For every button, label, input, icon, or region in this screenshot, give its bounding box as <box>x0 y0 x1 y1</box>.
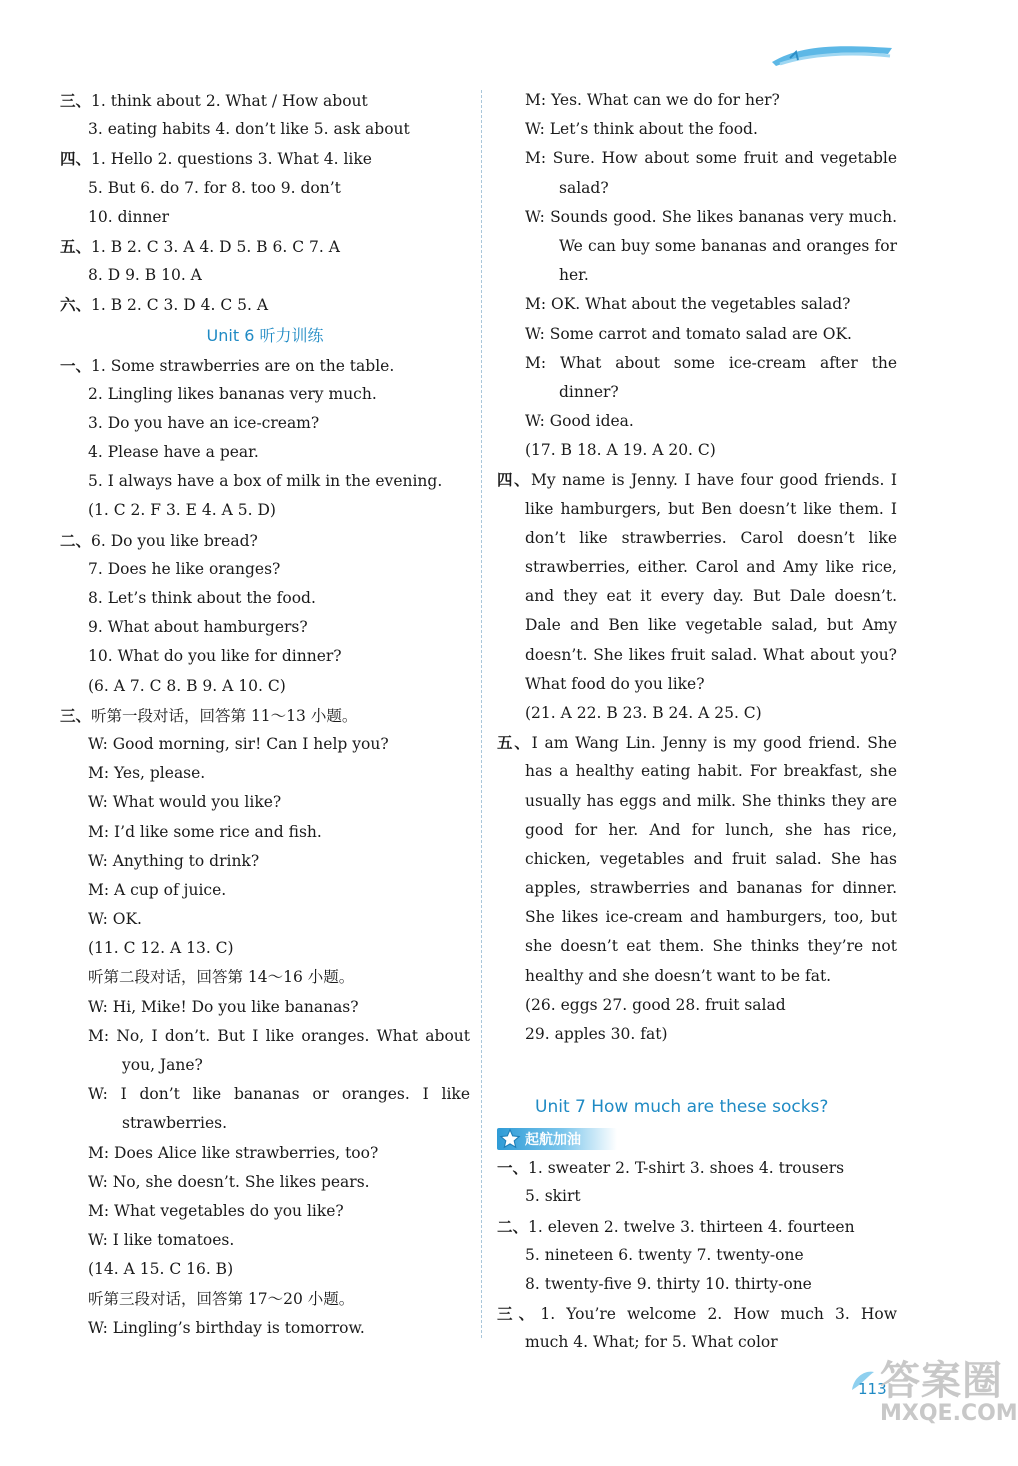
line-text: 1. You’re welcome 2. How much 3. How <box>540 1305 897 1324</box>
line-text: W: I don’t like bananas or oranges. I like <box>88 1085 470 1104</box>
answer-line <box>60 1285 470 1314</box>
answer-line <box>60 496 470 525</box>
answer-line <box>497 495 897 524</box>
line-text: 1. Some strawberries are on the table. <box>91 356 395 375</box>
left-column <box>60 86 470 1343</box>
right-column <box>497 86 897 1358</box>
answer-line <box>497 757 897 786</box>
line-text: you, Jane? <box>122 1056 203 1074</box>
line-text: good for her. And for lunch, she has rice, <box>525 820 897 839</box>
answer-line <box>60 467 470 496</box>
line-text: W: Sounds good. She likes bananas very much. <box>525 207 897 226</box>
section-number: 五、 <box>60 236 92 256</box>
line-text: her. <box>559 266 589 285</box>
line-text: 8. Let’s think about the food. <box>88 589 316 607</box>
line-text: W: Lingling’s birthday is tomorrow. <box>88 1318 365 1337</box>
answer-line <box>497 699 897 728</box>
answer-line <box>60 788 470 817</box>
answer-line <box>60 584 470 613</box>
answer-line <box>60 701 470 730</box>
answer-line <box>497 874 897 903</box>
section-number: 一、 <box>497 1158 529 1178</box>
line-text: (1. C 2. F 3. E 4. A 5. D) <box>88 501 276 520</box>
answer-line <box>60 409 470 438</box>
line-text: 3. eating habits 4. don’t like 5. ask about <box>88 120 410 139</box>
answer-line <box>60 380 470 409</box>
section-number: 四、 <box>497 470 532 490</box>
line-text: M: No, I don’t. But I like oranges. What about <box>88 1026 470 1045</box>
answer-line <box>497 1182 897 1211</box>
line-text: W: Let’s think about the food. <box>525 120 758 139</box>
watermark-bottom: MXQE.COM <box>880 1401 1018 1426</box>
line-text: she doesn’t eat them. She thinks they’re not <box>525 937 897 956</box>
answer-line <box>60 1168 470 1197</box>
answer-line <box>60 1051 470 1080</box>
answer-line <box>497 203 897 232</box>
answer-line <box>60 730 470 759</box>
line-text: 6. Do you like bread? <box>91 531 258 550</box>
line-text: (11. C 12. A 13. C) <box>88 939 234 958</box>
answer-line <box>497 115 897 144</box>
line-text: M: OK. What about the vegetables salad? <box>525 295 851 314</box>
line-text: 5. nineteen 6. twenty 7. twenty-one <box>525 1245 804 1264</box>
badge-pill <box>497 1128 617 1150</box>
answer-line <box>497 144 897 173</box>
line-text: 3. Do you have an ice-cream? <box>88 413 320 432</box>
answer-line <box>497 1020 897 1049</box>
answer-line <box>497 962 897 991</box>
header-wave-decoration <box>770 40 895 70</box>
line-text: 听第三段对话，回答第 17～20 小题。 <box>88 1289 355 1308</box>
line-text: (17. B 18. A 19. A 20. C) <box>525 441 716 460</box>
answer-line <box>60 1022 470 1051</box>
answer-line <box>497 670 897 699</box>
line-text: healthy and she doesn’t want to be fat. <box>525 966 832 985</box>
answer-line <box>497 290 897 319</box>
answer-line <box>497 728 897 757</box>
answer-line <box>60 351 470 380</box>
answer-line <box>497 465 897 494</box>
line-text: W: Hi, Mike! Do you like bananas? <box>88 997 359 1016</box>
answer-line <box>60 203 470 232</box>
line-text: 5. I always have a box of milk in the evening. <box>88 472 443 491</box>
answer-line <box>60 963 470 992</box>
answer-line <box>60 847 470 876</box>
line-text: (14. A 15. C 16. B) <box>88 1260 234 1279</box>
line-text: W: No, she doesn’t. She likes pears. <box>88 1172 370 1191</box>
answer-line <box>497 1241 897 1270</box>
line-text: 1. Hello 2. questions 3. What 4. like <box>91 150 372 169</box>
line-text: W: What would you like? <box>88 793 282 812</box>
answer-line <box>497 582 897 611</box>
line-text: M: I’d like some rice and fish. <box>88 822 322 841</box>
line-text: 7. Does he like oranges? <box>88 559 281 578</box>
line-text: 10. What do you like for dinner? <box>88 647 342 666</box>
line-text: chicken, vegetables and fruit salad. She has <box>525 849 897 868</box>
line-text: M: Yes, please. <box>88 764 206 783</box>
line-text: (6. A 7. C 8. B 9. A 10. C) <box>88 676 286 695</box>
line-text: 1. B 2. C 3. A 4. D 5. B 6. C 7. A <box>91 237 340 256</box>
line-text: 8. twenty-five 9. thirty 10. thirty-one <box>525 1274 812 1293</box>
column-divider <box>481 90 482 1338</box>
line-text: 9. What about hamburgers? <box>88 618 308 637</box>
answer-line <box>497 991 897 1020</box>
line-text: 5. But 6. do 7. for 8. too 9. don’t <box>88 178 341 197</box>
line-text: What food do you like? <box>525 674 705 693</box>
line-text: 1. B 2. C 3. D 4. C 5. A <box>91 296 269 315</box>
line-text: 10. dinner <box>88 207 170 226</box>
section-number: 四、 <box>60 149 92 169</box>
answer-line <box>497 261 897 290</box>
line-text: usually has eggs and milk. She thinks they are <box>525 791 897 810</box>
answer-line <box>497 641 897 670</box>
line-text: 29. apples 30. fat) <box>525 1025 668 1043</box>
line-text: 8. D 9. B 10. A <box>88 266 202 285</box>
answer-line <box>60 526 470 555</box>
line-text: M: Does Alice like strawberries, too? <box>88 1143 379 1162</box>
answer-line <box>497 903 897 932</box>
line-text: 1. sweater 2. T-shirt 3. shoes 4. trousers <box>528 1159 845 1178</box>
answer-line <box>60 905 470 934</box>
answer-line <box>60 261 470 290</box>
line-text: She likes ice-cream and hamburgers, too, but <box>525 908 897 927</box>
line-text: W: Good morning, sir! Can I help you? <box>88 734 389 753</box>
line-text: M: Sure. How about some fruit and vegetable <box>525 149 897 168</box>
section-number: 三、 <box>60 91 92 110</box>
answer-line <box>497 1270 897 1299</box>
answer-line <box>60 1314 470 1343</box>
answer-line <box>60 438 470 467</box>
answer-line <box>60 555 470 584</box>
line-text: Dale and Ben like vegetable salad, but Amy <box>525 616 897 635</box>
line-text: (21. A 22. B 23. B 24. A 25. C) <box>525 703 762 722</box>
line-text: M: Yes. What can we do for her? <box>525 91 780 109</box>
answer-line <box>60 232 470 261</box>
answer-line <box>497 378 897 407</box>
answer-line <box>497 845 897 874</box>
line-text: We can buy some bananas and oranges for <box>559 236 897 255</box>
section-badge <box>497 1125 897 1153</box>
answer-line <box>497 816 897 845</box>
answer-line <box>60 1255 470 1284</box>
line-text: and they eat it every day. But Dale doesn’t. <box>525 587 897 606</box>
line-text: 5. skirt <box>525 1187 581 1206</box>
answer-line <box>60 1139 470 1168</box>
line-text: dinner? <box>559 382 619 401</box>
answer-line <box>497 524 897 553</box>
answer-line <box>497 232 897 261</box>
line-text: (26. eggs 27. good 28. fruit salad <box>525 995 786 1014</box>
answer-line <box>60 642 470 671</box>
answer-line <box>60 1109 470 1138</box>
section-number: 二、 <box>497 1216 529 1236</box>
watermark-top: 答案圈 <box>880 1358 1003 1404</box>
answer-line <box>497 407 897 436</box>
section-number: 三、 <box>497 1304 541 1324</box>
line-text: has a healthy eating habit. For breakfast, she <box>525 762 897 781</box>
page-number: 113 <box>858 1380 887 1398</box>
line-text: M: A cup of juice. <box>88 880 227 899</box>
line-text: W: Anything to drink? <box>88 851 260 870</box>
answer-line <box>497 436 897 465</box>
answer-line <box>497 553 897 582</box>
answer-line <box>60 818 470 847</box>
unit-heading: Unit 6 听力训练 <box>206 325 324 345</box>
line-text: M: What vegetables do you like? <box>88 1201 344 1220</box>
line-text: W: Some carrot and tomato salad are OK. <box>525 324 852 343</box>
line-text: I am Wang Lin. Jenny is my good friend. She <box>531 734 897 753</box>
line-text: salad? <box>559 178 609 197</box>
line-text: M: What about some ice-cream after the <box>525 353 897 372</box>
line-text: 2. Lingling likes bananas very much. <box>88 384 377 403</box>
answer-line <box>497 320 897 349</box>
answer-line <box>60 86 470 115</box>
section-number: 一、 <box>60 355 92 375</box>
line-text: strawberries. <box>122 1114 228 1133</box>
line-text: W: OK. <box>88 910 142 929</box>
line-text: don’t like strawberries. Carol doesn’t like <box>525 528 897 547</box>
answer-line <box>60 1080 470 1109</box>
answer-line <box>60 1226 470 1255</box>
answer-line <box>60 613 470 642</box>
answer-line <box>497 174 897 203</box>
line-text: strawberries, either. Carol and Amy like rice, <box>525 558 897 576</box>
line-text: 1. eleven 2. twelve 3. thirteen 4. fourteen <box>528 1217 855 1236</box>
line-text: My name is Jenny. I have four good friends. I <box>531 471 897 490</box>
line-text: 4. Please have a pear. <box>88 443 259 462</box>
section-number: 六、 <box>60 295 92 315</box>
line-text: much 4. What; for 5. What color <box>525 1333 778 1352</box>
line-text: like hamburgers, but Ben doesn’t like them. I <box>525 499 897 518</box>
line-text: W: I like tomatoes. <box>88 1231 235 1250</box>
answer-line <box>60 934 470 963</box>
section-number: 三、 <box>60 705 92 725</box>
answer-line <box>497 86 897 115</box>
answer-line <box>497 349 897 378</box>
answer-line <box>497 1212 897 1241</box>
line-text: 听第一段对话，回答第 11～13 小题。 <box>91 706 358 725</box>
line-text: apples, strawberries and bananas for dinner. <box>525 879 897 898</box>
line-text: doesn’t. She likes fruit salad. What about you? <box>525 645 897 664</box>
line-text: 1. think about 2. What / How about <box>91 92 368 110</box>
answer-line <box>60 290 470 319</box>
answer-line <box>60 759 470 788</box>
answer-line <box>497 1328 897 1357</box>
answer-line <box>60 144 470 173</box>
answer-line <box>60 115 470 144</box>
answer-line <box>497 1153 897 1182</box>
line-text: W: Good idea. <box>525 412 634 431</box>
answer-line <box>497 611 897 640</box>
watermark-logo <box>880 1360 1018 1425</box>
answer-line <box>60 876 470 905</box>
answer-line <box>497 1299 897 1328</box>
star-icon <box>499 1128 521 1150</box>
badge-label: 起航加油 <box>525 1132 581 1149</box>
answer-line <box>60 174 470 203</box>
section-number: 五、 <box>497 733 532 753</box>
unit-heading: Unit 7 How much are these socks? <box>535 1097 829 1118</box>
answer-line <box>60 1197 470 1226</box>
answer-line <box>60 672 470 701</box>
answer-line <box>497 932 897 961</box>
answer-line <box>497 787 897 816</box>
section-number: 二、 <box>60 530 92 550</box>
answer-line <box>60 993 470 1022</box>
line-text: 听第二段对话，回答第 14～16 小题。 <box>88 968 355 987</box>
